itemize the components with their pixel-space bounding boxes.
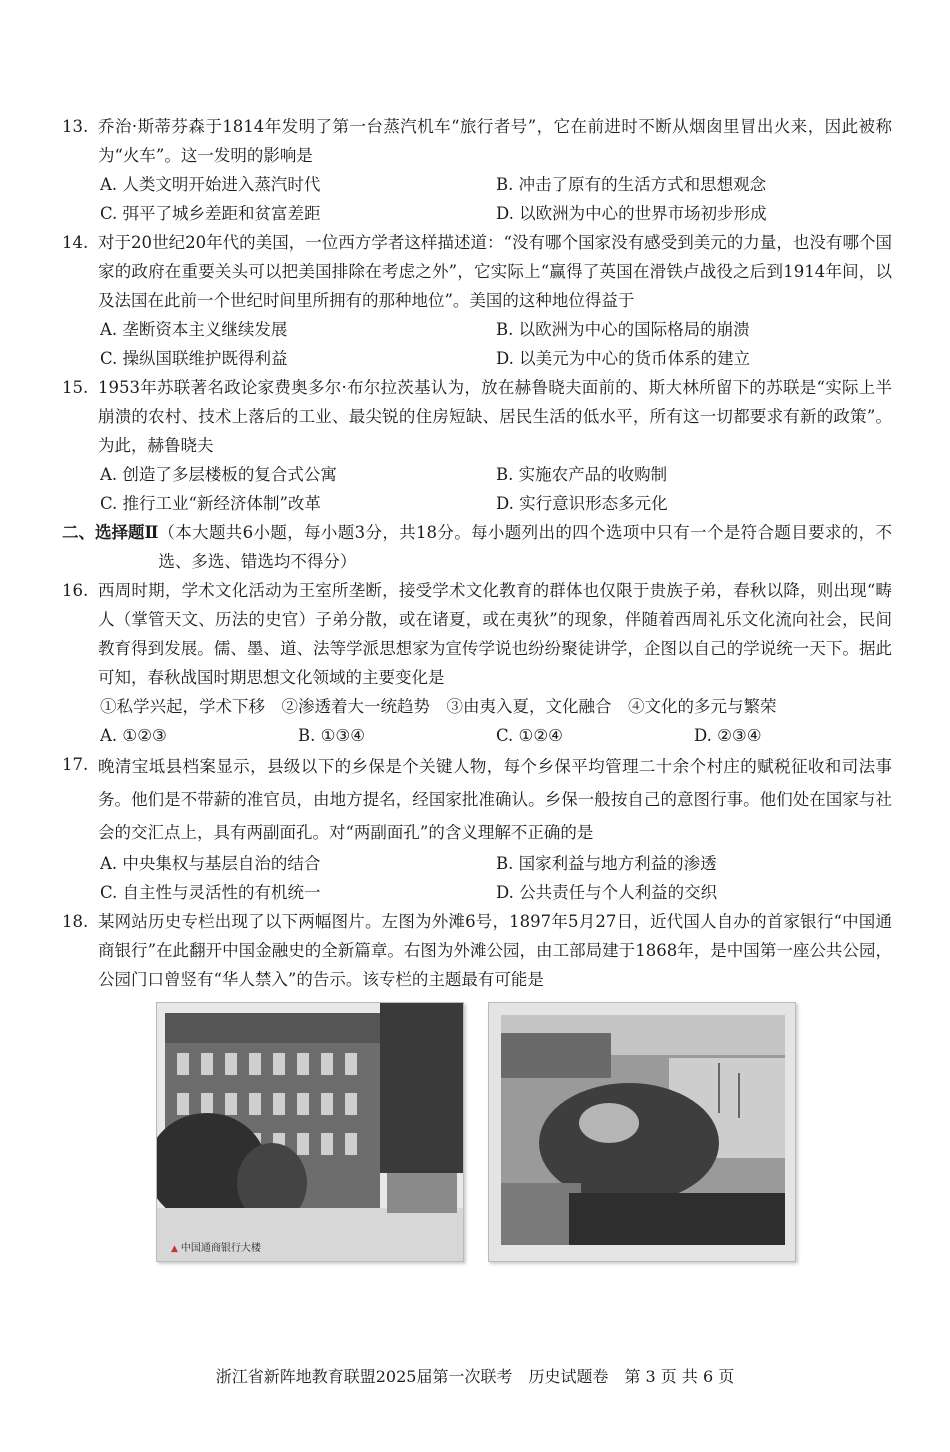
question-18 xyxy=(62,907,892,994)
option-c: C. ①②④ xyxy=(496,726,563,745)
question-16 xyxy=(62,576,892,750)
option-c: C. 推行工业“新经济体制”改革 xyxy=(100,494,321,513)
option-a: A. 垄断资本主义继续发展 xyxy=(100,320,288,339)
question-stem: 晚清宝坻县档案显示，县级以下的乡保是个关键人物，每个乡保平均管理二十余个村庄的赋税征收和司法事务。他们是不带薪的准官员，由地方提名，经国家批准确认。乡保一般按自己的意图行事。他们处在国家与社会的交汇点上，具有两副面孔。对“两副面孔”的含义理解不正确的是 xyxy=(98,757,892,842)
question-15 xyxy=(62,373,892,518)
option-c: C. 弭平了城乡差距和贫富差距 xyxy=(100,204,321,223)
options xyxy=(62,460,892,518)
question-17 xyxy=(62,750,892,907)
question-stem: 对于20世纪20年代的美国，一位西方学者这样描述道：“没有哪个国家没有感受到美元的力量，也没有哪个国家的政府在重要关头可以把美国排除在考虑之外”，它实际上“赢得了英国在滑铁卢战役之后到1914年间，以及法国在此前一个世纪时间里所拥有的那种地位”。美国的这种地位得益于 xyxy=(98,233,892,310)
bank-building-image xyxy=(157,1003,463,1261)
section-description: （本大题共6小题，每小题3分，共18分。每小题列出的四个选项中只有一个是符合题目要求的，不选、多选、错选均不得分） xyxy=(158,523,892,571)
option-c: C. 自主性与灵活性的有机统一 xyxy=(100,883,321,902)
photo-pair xyxy=(62,1002,892,1262)
question-number: 14. xyxy=(62,233,89,252)
question-number: 15. xyxy=(62,378,89,397)
question-number: 18. xyxy=(62,912,89,931)
option-b: B. 冲击了原有的生活方式和思想观念 xyxy=(496,175,767,194)
option-c: C. 操纵国联维护既得利益 xyxy=(100,349,288,368)
section-heading xyxy=(62,518,892,576)
question-14 xyxy=(62,228,892,373)
triangle-icon: ▲ xyxy=(171,1244,178,1254)
option-a: A. 创造了多层楼板的复合式公寓 xyxy=(100,465,337,484)
question-number: 16. xyxy=(62,581,89,600)
question-stem: 某网站历史专栏出现了以下两幅图片。左图为外滩6号，1897年5月27日，近代国人自办的首家银行“中国通商银行”在此翻开中国金融史的全新篇章。右图为外滩公园，由工部局建于1868年，是中国第一座公共公园，公园门口曾竖有“华人禁入”的告示。该专栏的主题最有可能是 xyxy=(98,912,892,989)
option-d: D. 实行意识形态多元化 xyxy=(496,494,668,513)
page-footer: 浙江省新阵地教育联盟2025届第一次联考 历史试题卷 第 3 页 共 6 页 xyxy=(215,1367,735,1386)
option-b: B. 国家利益与地方利益的渗透 xyxy=(496,854,717,873)
bank-building-photo xyxy=(156,1002,464,1262)
options xyxy=(62,170,892,228)
option-d: D. 以美元为中心的货币体系的建立 xyxy=(496,349,751,368)
options xyxy=(62,315,892,373)
question-number: 17. xyxy=(62,755,89,774)
option-d: D. 公共责任与个人利益的交织 xyxy=(496,883,718,902)
option-d: D. 以欧洲为中心的世界市场初步形成 xyxy=(496,204,767,223)
question-stem: 西周时期，学术文化活动为王室所垄断，接受学术文化教育的群体也仅限于贵族子弟，春秋以降，则出现“畴人（掌管天文、历法的史官）子弟分散，或在诸夏，或在夷狄”的现象，伴随着西周礼乐文化流向社会，民间教育得到发展。儒、墨、道、法等学派思想家为宣传学说也纷纷聚徒讲学，企图以自己的学说统一天下。据此可知，春秋战国时期思想文化领域的主要变化是 xyxy=(98,581,892,687)
question-number: 13. xyxy=(62,117,89,136)
question-13 xyxy=(62,112,892,228)
options xyxy=(62,849,892,907)
exam-page xyxy=(62,112,892,1262)
section-title: 二、选择题Ⅱ xyxy=(62,523,159,542)
option-a: A. 中央集权与基层自治的结合 xyxy=(100,854,321,873)
question-stem: 乔治·斯蒂芬森于1814年发明了第一台蒸汽机车“旅行者号”，它在前进时不断从烟囱里冒出火来，因此被称为“火车”。这一发明的影响是 xyxy=(98,117,892,165)
bund-park-image xyxy=(489,1003,795,1261)
option-a: A. ①②③ xyxy=(100,726,167,745)
options xyxy=(62,721,892,750)
option-b: B. 以欧洲为中心的国际格局的崩溃 xyxy=(496,320,750,339)
option-b: B. ①③④ xyxy=(298,726,365,745)
question-stem: 1953年苏联著名政论家费奥多尔·布尔拉茨基认为，放在赫鲁晓夫面前的、斯大林所留下的苏联是“实际上半崩溃的农村、技术上落后的工业、最尖锐的住房短缺、居民生活的低水平，所有这一切都要求有新的政策”。为此，赫鲁晓夫 xyxy=(98,378,892,455)
statement-items: ①私学兴起，学术下移 ②渗透着大一统趋势 ③由夷入夏，文化融合 ④文化的多元与繁荣 xyxy=(100,697,777,716)
bund-park-photo xyxy=(488,1002,796,1262)
photo-caption: ▲ 中国通商银行大楼 xyxy=(171,1243,261,1254)
option-a: A. 人类文明开始进入蒸汽时代 xyxy=(100,175,321,194)
option-d: D. ②③④ xyxy=(694,726,762,745)
option-b: B. 实施农产品的收购制 xyxy=(496,465,668,484)
